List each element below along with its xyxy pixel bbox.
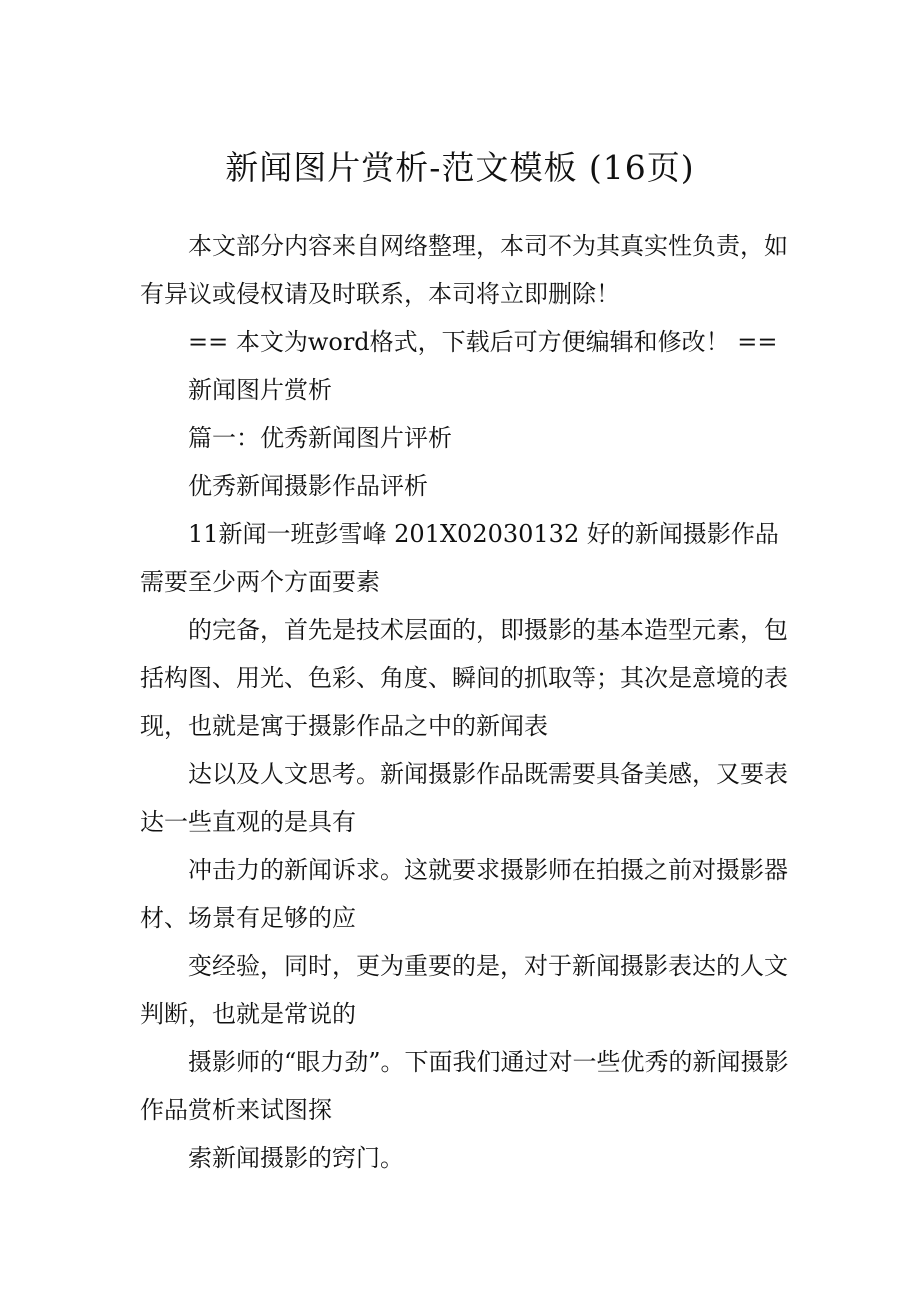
paragraph-body: 的完备，首先是技术层面的，即摄影的基本造型元素，包括构图、用光、色彩、角度、瞬间的抓取等；其次是意境的表现，也就是寓于摄影作品之中的新闻表 — [140, 616, 788, 740]
paragraph-body: 摄影师的“眼力劲”。下面我们通过对一些优秀的新闻摄影作品赏析来试图探 — [140, 1048, 789, 1124]
document-title: 新闻图片赏析-范文模板 (16页) — [225, 148, 695, 187]
paragraph-body: 冲击力的新闻诉求。这就要求摄影师在拍摄之前对摄影器材、场景有足够的应 — [140, 856, 788, 932]
paragraph-chapter-title: 篇一：优秀新闻图片评析 — [188, 424, 452, 452]
paragraph-author-intro: 11新闻一班彭雪峰 201X02030132 好的新闻摄影作品需要至少两个方面要素 — [140, 520, 779, 596]
document-body — [140, 222, 790, 1182]
paragraph-body: 索新闻摄影的窍门。 — [188, 1144, 404, 1172]
paragraph-body: 达以及人文思考。新闻摄影作品既需要具备美感，又要表达一些直观的是具有 — [140, 760, 788, 836]
paragraph-body: 变经验，同时，更为重要的是，对于新闻摄影表达的人文判断，也就是常说的 — [140, 952, 788, 1028]
paragraph-disclaimer: 本文部分内容来自网络整理，本司不为其真实性负责，如有异议或侵权请及时联系，本司将立即删除！ — [140, 232, 788, 308]
paragraph-heading: 新闻图片赏析 — [188, 376, 332, 404]
paragraph-subtitle: 优秀新闻摄影作品评析 — [188, 472, 428, 500]
paragraph-format-note: == 本文为word格式，下载后可方便编辑和修改！ == — [188, 328, 778, 356]
